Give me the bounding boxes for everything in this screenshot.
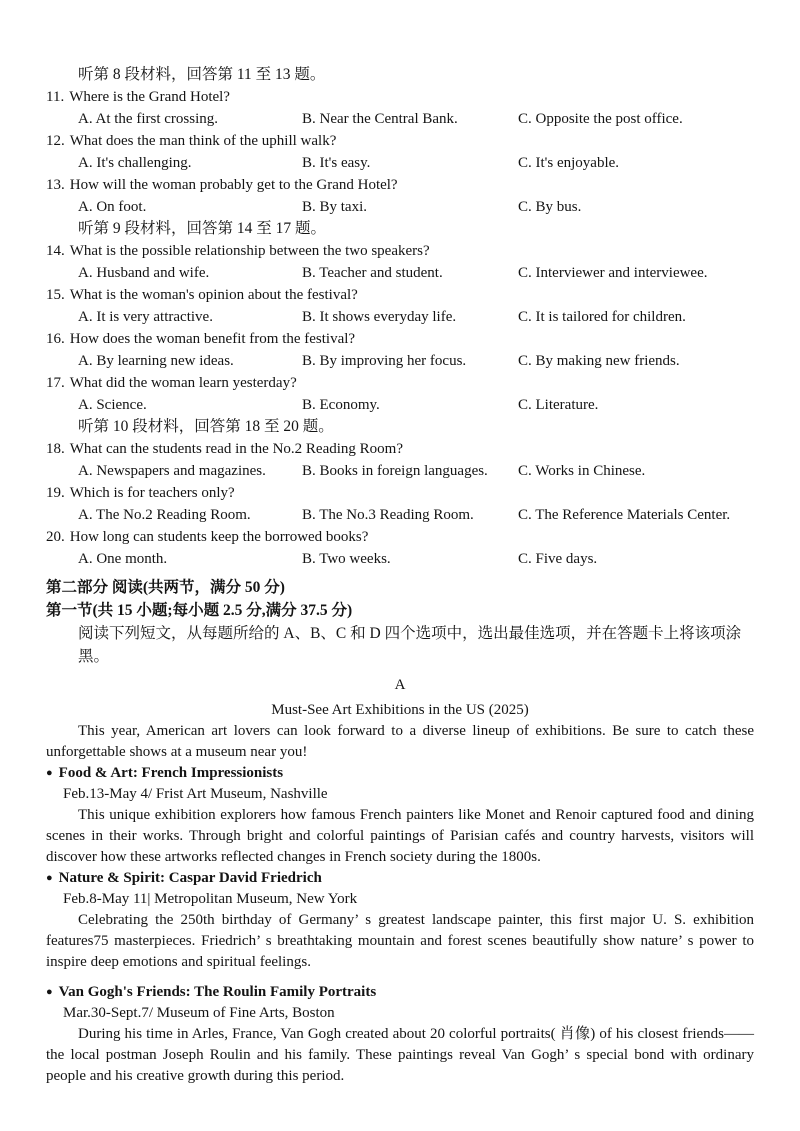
exhibition-description: Celebrating the 250th birthday of Germany’ s greatest landscape painter, this first major U. S. exhibition features75 masterpieces. Friedrich’ s breathtaking mountain and forest scenes beautifully show nature’ s power to inspire deep emotions and spiritual feelings. [46,912,754,970]
option-a: A. At the first crossing. [78,111,218,127]
option-c: C. By making new friends. [518,353,680,369]
option-b: B. It's easy. [302,155,371,171]
exhibition-item-3 [46,982,754,1087]
question-number: 13. [46,177,65,193]
question-20 [46,526,754,548]
exhibition-date-venue: Mar.30-Sept.7/ Museum of Fine Arts, Boston [63,1005,335,1021]
question-number: 12. [46,133,65,149]
question-text: What can the students read in the No.2 Reading Room? [69,441,403,457]
option-a: A. One month. [78,551,168,567]
listening-instruction-9: 听第 9 段材料，回答第 14 至 17 题。 [78,220,327,237]
option-b: B. Economy. [302,397,380,413]
question-number: 17. [46,375,65,391]
exhibition-title [46,763,754,784]
question-number: 20. [46,529,65,545]
option-c: C. Five days. [518,551,598,567]
question-16 [46,328,754,350]
exhibition-date-venue: Feb.13-May 4/ Frist Art Museum, Nashville [63,786,328,802]
option-b: B. The No.3 Reading Room. [302,507,474,523]
question-text: Which is for teachers only? [69,485,235,501]
exhibition-title-text: Van Gogh's Friends: The Roulin Family Portraits [58,984,377,1000]
exhibition-item-2 [46,868,754,973]
question-11 [46,86,754,108]
option-a: A. Husband and wife. [78,265,210,281]
options-row-12 [46,152,754,174]
exhibition-title [46,868,754,889]
exhibition-date-venue: Feb.8-May 11| Metropolitan Museum, New York [63,891,358,907]
option-c: C. It is tailored for children. [518,309,686,325]
option-b: B. By taxi. [302,199,368,215]
options-row-13 [46,196,754,218]
option-b: B. It shows everyday life. [302,309,457,325]
question-text: Where is the Grand Hotel? [69,89,230,105]
question-18 [46,438,754,460]
question-text: What is the woman's opinion about the festival? [69,287,358,303]
question-text: How does the woman benefit from the festival? [69,331,356,347]
question-14 [46,240,754,262]
bullet-icon: ● [46,872,53,884]
option-b: B. Two weeks. [302,551,391,567]
reading-section [46,576,754,1087]
question-text: How will the woman probably get to the Grand Hotel? [69,177,398,193]
question-text: How long can students keep the borrowed books? [69,529,369,545]
question-19 [46,482,754,504]
exhibition-title-text: Food & Art: French Impressionists [58,765,284,781]
options-row-14 [46,262,754,284]
options-row-18 [46,460,754,482]
question-15 [46,284,754,306]
question-number: 18. [46,441,65,457]
question-text: What did the woman learn yesterday? [69,375,297,391]
options-row-17 [46,394,754,416]
option-b: B. Teacher and student. [302,265,443,281]
option-c: C. Opposite the post office. [518,111,683,127]
option-c: C. It's enjoyable. [518,155,620,171]
exhibition-description: This unique exhibition explorers how famous French painters like Monet and Renoir captured food and dining scenes in their works. Through bright and colorful paintings of Parisian cafés and country harvests, visitors will discover how these artworks reflected changes in French society during the 1800s. [46,807,754,865]
question-text: What does the man think of the uphill walk? [69,133,337,149]
exhibition-title-text: Nature & Spirit: Caspar David Friedrich [58,870,322,886]
question-text: What is the possible relationship between the two speakers? [69,243,430,259]
question-12 [46,130,754,152]
section1-heading: 第一节(共 15 小题;每小题 2.5 分,满分 37.5 分) [46,602,353,619]
option-c: C. By bus. [518,199,582,215]
question-number: 19. [46,485,65,501]
question-number: 14. [46,243,65,259]
options-row-15 [46,306,754,328]
option-c: C. Literature. [518,397,599,413]
options-row-20 [46,548,754,570]
listening-instruction-10: 听第 10 段材料，回答第 18 至 20 题。 [78,418,334,435]
exhibition-description: During his time in Arles, France, Van Gogh created about 20 colorful portraits( 肖像) of his closest friends——the local postman Joseph Roulin and his family. These paintings reveal Van Gogh’ s special bond with ordinary people and his creative growth during this period. [46,1026,754,1084]
options-row-11 [46,108,754,130]
passage-title: Must-See Art Exhibitions in the US (2025) [271,702,529,718]
question-number: 15. [46,287,65,303]
option-b: B. Near the Central Bank. [302,111,458,127]
passage-label: A [394,677,406,693]
option-a: A. By learning new ideas. [78,353,234,369]
exhibition-item-1 [46,763,754,868]
part2-heading: 第二部分 阅读(共两节，满分 50 分) [46,579,285,596]
options-row-19 [46,504,754,526]
listening-instruction-8: 听第 8 段材料，回答第 11 至 13 题。 [78,66,326,83]
option-a: A. The No.2 Reading Room. [78,507,251,523]
option-a: A. Science. [78,397,147,413]
option-b: B. Books in foreign languages. [302,463,488,479]
bullet-icon: ● [46,986,53,998]
question-17 [46,372,754,394]
exhibition-title [46,982,754,1003]
option-a: A. It is very attractive. [78,309,213,325]
passage-intro: This year, American art lovers can look forward to a diverse lineup of exhibitions. Be sure to catch these unforgettable shows at a museum near you! [46,723,754,760]
option-a: A. Newspapers and magazines. [78,463,266,479]
question-number: 11. [46,89,65,105]
option-a: A. It's challenging. [78,155,192,171]
question-number: 16. [46,331,65,347]
options-row-16 [46,350,754,372]
question-13 [46,174,754,196]
option-c: C. Works in Chinese. [518,463,646,479]
option-c: C. The Reference Materials Center. [518,507,731,523]
listening-section [46,64,754,570]
option-a: A. On foot. [78,199,147,215]
reading-instruction: 阅读下列短文，从每题所给的 A、B、C 和 D 四个选项中，选出最佳选项，并在答题卡上将该项涂黑。 [78,625,742,665]
bullet-icon: ● [46,767,53,779]
option-c: C. Interviewer and interviewee. [518,265,708,281]
option-b: B. By improving her focus. [302,353,467,369]
